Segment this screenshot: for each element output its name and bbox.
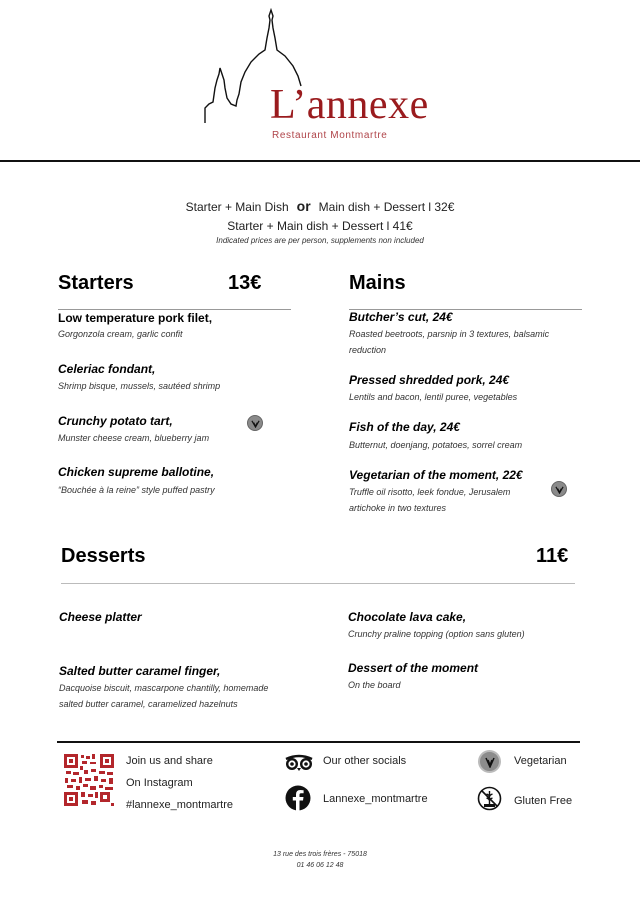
gluten-free-legend-label: Gluten Free: [514, 795, 573, 807]
main-desc: Truffle oil risotto, leek fondue, Jerusalem: [349, 487, 511, 497]
main-desc: Lentils and bacon, lentil puree, vegetables: [349, 392, 518, 402]
formula-line-2: Starter + Main dish + Dessert l 41€: [227, 219, 413, 233]
dessert-name: Chocolate lava cake,: [348, 610, 467, 624]
starter-name: Chicken supreme ballotine,: [58, 465, 215, 479]
phone-number: 01 46 06 12 48: [296, 862, 344, 869]
formula-main-dessert: Main dish + Dessert l 32€: [318, 200, 455, 214]
dessert-desc: Crunchy praline topping (option sans gluten): [348, 629, 525, 639]
starters-divider: [58, 309, 291, 310]
dessert-name: Salted butter caramel finger,: [59, 664, 221, 678]
other-socials-label: Our other socials: [323, 755, 407, 767]
formula-starter-main: Starter + Main Dish: [185, 200, 289, 214]
vegetarian-icon: [247, 415, 263, 431]
formula-or: or: [296, 198, 311, 214]
vegetarian-icon: [551, 481, 567, 497]
starter-name: Crunchy potato tart,: [58, 414, 173, 428]
starter-desc: Munster cheese cream, blueberry jam: [58, 433, 210, 443]
dessert-desc: Dacquoise biscuit, mascarpone chantilly, homemade: [59, 683, 269, 693]
starter-desc: Shrimp bisque, mussels, sautéed shrimp: [58, 381, 221, 391]
dessert-desc: On the board: [348, 680, 401, 690]
formula-line-1: [0, 198, 640, 214]
desserts-price: 11€: [536, 545, 569, 567]
brand-name: L’annexe: [270, 82, 429, 128]
main-name: Vegetarian of the moment, 22€: [349, 468, 523, 482]
instagram-text-line-1: Join us and share: [126, 755, 213, 767]
main-name: Butcher’s cut, 24€: [349, 310, 453, 324]
dessert-desc-cont: salted butter caramel, caramelized hazelnuts: [59, 699, 238, 709]
main-name: Pressed shredded pork, 24€: [349, 373, 510, 387]
instagram-hashtag[interactable]: #lannexe_montmartre: [126, 799, 234, 811]
address: 13 rue des trois frères - 75018: [273, 851, 367, 858]
vegetarian-legend-label: Vegetarian: [514, 755, 567, 767]
mains-title: Mains: [349, 272, 406, 294]
brand-subtitle: Restaurant Montmartre: [272, 130, 388, 141]
facebook-handle[interactable]: Lannexe_montmartre: [323, 793, 428, 805]
desserts-divider: [61, 583, 575, 584]
dessert-name: Cheese platter: [59, 610, 142, 624]
starter-name: Celeriac fondant,: [58, 362, 156, 376]
main-desc-cont: reduction: [349, 345, 387, 355]
starters-price: 13€: [228, 272, 262, 294]
starters-title: Starters: [58, 272, 134, 294]
header-divider: [0, 160, 640, 162]
starter-desc: Gorgonzola cream, garlic confit: [58, 329, 183, 339]
tripadvisor-icon[interactable]: [284, 754, 314, 772]
main-desc-cont: artichoke in two textures: [349, 503, 447, 513]
main-name: Fish of the day, 24€: [349, 420, 460, 434]
vegetarian-legend-icon: [478, 750, 501, 773]
desserts-title: Desserts: [61, 545, 146, 567]
footer-divider: [57, 741, 580, 743]
main-desc: Roasted beetroots, parsnip in 3 textures, balsamic: [349, 329, 550, 339]
facebook-icon[interactable]: [285, 785, 311, 811]
starter-desc: “Bouchée à la reine” style puffed pastry: [58, 485, 215, 495]
main-desc: Butternut, doenjang, potatoes, sorrel cream: [349, 440, 523, 450]
instagram-qr-code[interactable]: [64, 754, 114, 806]
starter-name: Low temperature pork filet,: [58, 311, 213, 325]
instagram-text-line-2: On Instagram: [126, 777, 193, 789]
price-note: Indicated prices are per person, supplements non included: [216, 236, 424, 245]
gluten-free-icon: [477, 786, 502, 811]
dessert-name: Dessert of the moment: [348, 661, 479, 675]
